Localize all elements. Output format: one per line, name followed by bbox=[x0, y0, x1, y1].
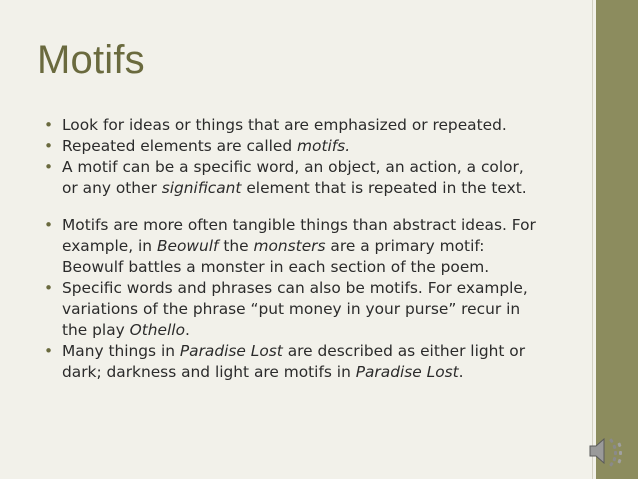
bullet-text: are described as either light or dark; darkness and light are motifs in bbox=[62, 342, 526, 381]
bullet-text: Many things in bbox=[62, 342, 180, 360]
bullet-text: element that is repeated in the text. bbox=[241, 179, 527, 197]
bullet-text: the bbox=[218, 237, 254, 255]
bullet-text: . bbox=[184, 321, 190, 339]
bullet-text: are a primary motif: Beowulf battles a monster in each section of the poem. bbox=[62, 237, 490, 276]
bullet-item bbox=[44, 278, 544, 341]
emphasis-text: motifs. bbox=[297, 137, 351, 155]
emphasis-text: Paradise Lost bbox=[179, 342, 283, 360]
bullet-text: Motifs are more often tangible things than abstract ideas. For example, in bbox=[62, 216, 536, 255]
slide-title: Motifs bbox=[37, 38, 145, 82]
emphasis-text: Paradise Lost bbox=[355, 363, 459, 381]
bullet-item bbox=[44, 115, 544, 136]
speaker-icon[interactable] bbox=[586, 433, 626, 469]
emphasis-text: monsters bbox=[253, 237, 326, 255]
sidebar-bar bbox=[596, 0, 638, 479]
bullet-text: . bbox=[458, 363, 464, 381]
emphasis-text: Beowulf bbox=[156, 237, 219, 255]
bullet-list bbox=[44, 115, 544, 383]
bullet-text: A motif can be a specific word, an object, an action, a color, or any other bbox=[62, 158, 524, 197]
sidebar-divider bbox=[592, 0, 593, 479]
bullet-text: Repeated elements are called bbox=[62, 137, 298, 155]
bullet-item bbox=[44, 215, 544, 278]
bullet-item bbox=[44, 136, 544, 157]
bullet-item bbox=[44, 157, 544, 199]
bullet-text: Look for ideas or things that are emphasized or repeated. bbox=[62, 116, 507, 134]
bullet-item bbox=[44, 341, 544, 383]
emphasis-text: significant bbox=[161, 179, 242, 197]
bullet-text: Specific words and phrases can also be motifs. For example, variations of the phrase “put money in your purse” recur in the play bbox=[62, 279, 528, 339]
emphasis-text: Othello bbox=[129, 321, 185, 339]
